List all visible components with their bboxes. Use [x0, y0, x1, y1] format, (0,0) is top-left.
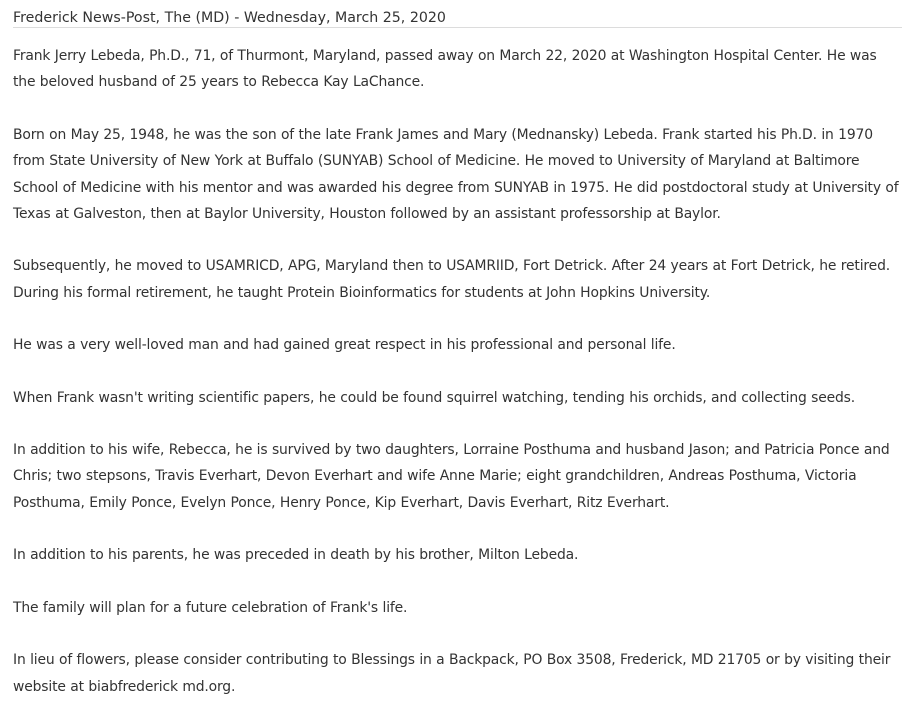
obituary-body: [13, 28, 902, 700]
paragraph-survivors: In addition to his wife, Rebecca, he is survived by two daughters, Lorraine Posthuma and husband Jason; and Patricia Ponce and Chris; two stepsons, Travis Everhart, Devon Everhart and wife Anne Marie; eight grandchildren, Andreas Posthuma, Victoria Posthuma, Emily Ponce, Evelyn Ponce, Henry Ponce, Kip Everhart, Davis Everhart, Ritz Everhart.: [13, 442, 890, 511]
paragraph-preceded: In addition to his parents, he was preceded in death by his brother, Milton Lebeda.: [13, 547, 579, 564]
paragraph-hobbies: When Frank wasn't writing scientific papers, he could be found squirrel watching, tending his orchids, and collecting seeds.: [13, 389, 856, 406]
paragraph-character: He was a very well-loved man and had gained great respect in his professional and personal life.: [13, 337, 676, 354]
paragraph-celebration: The family will plan for a future celebration of Frank's life.: [13, 599, 408, 616]
paragraph-donations: In lieu of flowers, please consider contributing to Blessings in a Backpack, PO Box 3508, Frederick, MD 21705 or by visiting their website at biabfrederick md.org.: [13, 652, 891, 695]
paragraph-early-life-career: Born on May 25, 1948, he was the son of the late Frank James and Mary (Mednansky) Lebeda. Frank started his Ph.D. in 1970 from State University of New York at Buffalo (SUNYAB) School of Medicine. He moved to University of Maryland at Baltimore School of Medicine with his mentor and was awarded his degree from SUNYAB in 1975. He did postdoctoral study at University of Texas at Galveston, then at Baylor University, Houston followed by an assistant professorship at Baylor.: [13, 126, 899, 223]
paragraph-later-career: Subsequently, he moved to USAMRICD, APG, Maryland then to USAMRIID, Fort Detrick. After 24 years at Fort Detrick, he retired. During his formal retirement, he taught Protein Bioinformatics for students at John Hopkins University.: [13, 258, 891, 301]
paragraph-intro: Frank Jerry Lebeda, Ph.D., 71, of Thurmont, Maryland, passed away on March 22, 2020 at Washington Hospital Center. He was the beloved husband of 25 years to Rebecca Kay LaChance.: [13, 48, 877, 91]
publication-header: Frederick News-Post, The (MD) - Wednesday, March 25, 2020: [13, 0, 902, 28]
